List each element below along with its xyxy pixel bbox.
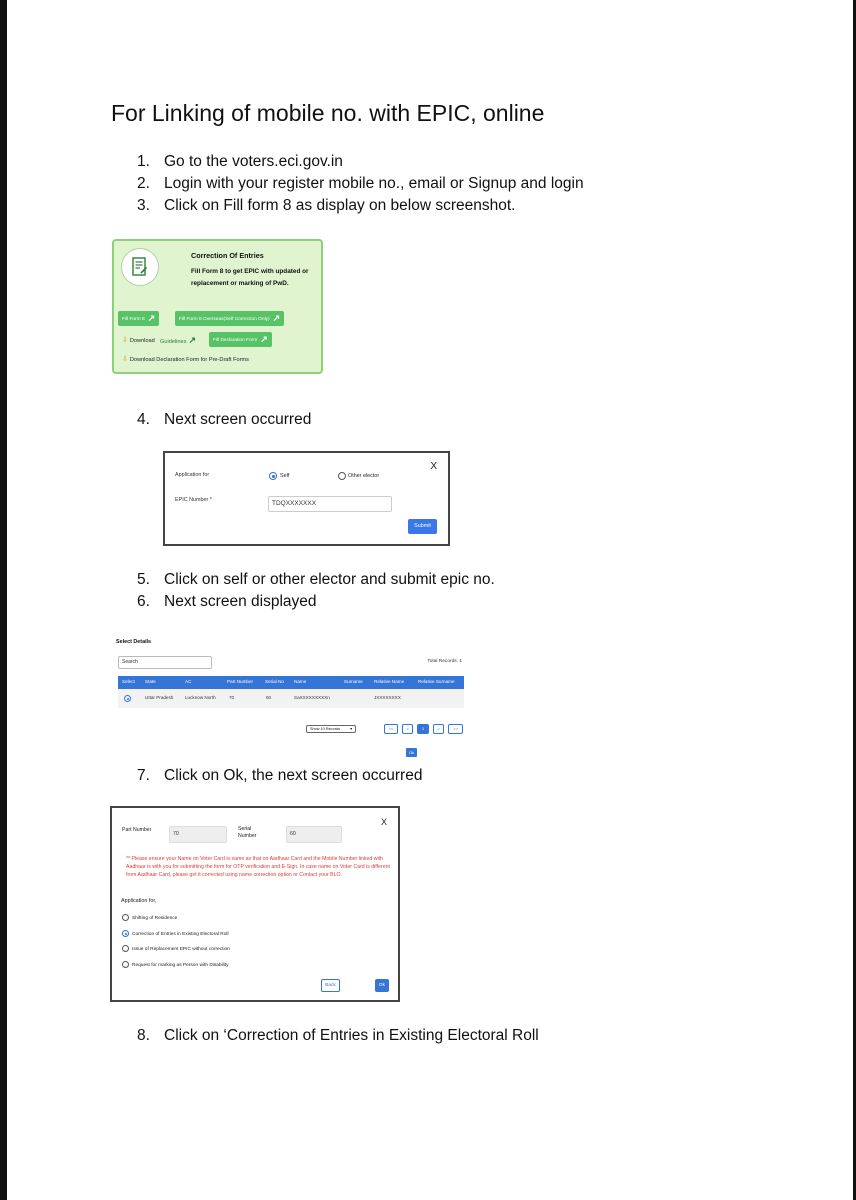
search-input[interactable]: Search: [118, 656, 212, 669]
part-number-label: Part Number: [122, 827, 152, 833]
step-number: 7.: [137, 767, 150, 784]
radio-icon: [122, 945, 129, 952]
option-person-with-disability[interactable]: [122, 961, 229, 968]
radio-icon: [122, 914, 129, 921]
select-details-screen: [116, 636, 468, 761]
arrow-up-right-icon: ↗: [260, 334, 268, 344]
page-size-select[interactable]: [306, 725, 356, 733]
download-link[interactable]: [122, 336, 155, 344]
step-text: Click on ‘Correction of Entries in Existing Electoral Roll: [164, 1027, 539, 1044]
download-icon: ⇩: [122, 337, 128, 344]
step-text: Go to the voters.eci.gov.in: [164, 153, 343, 170]
self-label: Self: [280, 473, 290, 479]
radio-icon: [122, 961, 129, 968]
col-relative-surname: Relative Surname: [418, 679, 455, 684]
step-6: [137, 593, 317, 611]
step-2: [137, 175, 584, 193]
col-state: State: [145, 679, 156, 684]
card-description: Fill Form 8 to get EPIC with updated or replacement or marking of PwD.: [191, 268, 309, 287]
chevron-down-icon: ▾: [350, 727, 352, 731]
step-4: [137, 411, 311, 429]
option-label: Issue of Replacement EPIC without correction: [132, 946, 230, 952]
left-edge-bar: [0, 0, 7, 1200]
step-number: 6.: [137, 593, 150, 610]
application-for-heading: Application for,: [121, 898, 157, 904]
col-select: Select: [122, 679, 135, 684]
step-3: [137, 197, 515, 215]
fill-form-8-overseas-button[interactable]: [175, 311, 284, 326]
step-text: Click on Ok, the next screen occurred: [164, 767, 423, 784]
option-label: Shifting of Residence: [132, 915, 178, 921]
self-radio[interactable]: [269, 472, 277, 480]
records-table: [118, 676, 464, 708]
cell-name: SaXXXXXXXXXn: [294, 695, 330, 700]
download-predraft-link[interactable]: [122, 355, 249, 363]
page-1-button[interactable]: 1: [417, 724, 429, 734]
close-icon[interactable]: X: [430, 461, 437, 472]
download-icon: ⇩: [122, 356, 128, 363]
total-records: Total Records: 1: [427, 659, 462, 664]
card-heading: Correction Of Entries: [191, 251, 264, 260]
row-select-radio[interactable]: [124, 695, 131, 702]
part-number-field[interactable]: 70: [169, 826, 227, 843]
ok-button[interactable]: Ok: [406, 748, 417, 757]
declaration-label: Fill Declaration Form: [213, 337, 258, 343]
other-elector-radio[interactable]: [338, 472, 346, 480]
epic-number-input[interactable]: TDQXXXXXXX: [268, 496, 392, 512]
option-shifting-of-residence[interactable]: [122, 914, 177, 921]
cell-serial: 60: [266, 695, 272, 700]
table-header: [118, 676, 464, 689]
overseas-label: Fill Form 8 Overseas(Self Correction Only): [179, 316, 270, 322]
arrow-up-right-icon: ↗: [272, 313, 281, 323]
step-8: [137, 1027, 539, 1045]
option-label: Correction of Entries in Existing Electoral Roll: [132, 931, 229, 937]
serial-number-label: Serial Number: [238, 826, 257, 839]
aadhaar-warning-text: ** Please ensure your Name on Voter Card is same as that on Aadhaar Card and the Mobile Number linked with Aadhaar is with you for submitting the form for OTP verification and E-Sign. In case name on Voter Card is different from Aadhaar Card, please get it corrected using name correction option or Contact your BLO.: [126, 856, 390, 878]
step-number: 4.: [137, 411, 150, 428]
ok-button[interactable]: Ok: [375, 979, 389, 992]
col-name: Name: [294, 679, 307, 684]
step-text: Click on Fill form 8 as display on below screenshot.: [164, 197, 516, 214]
guidelines-label: Guidelines: [160, 339, 187, 345]
col-relative-name: Relative Name: [374, 679, 405, 684]
correction-of-entries-card: [112, 239, 323, 374]
step-number: 3.: [137, 197, 150, 214]
fill-form-8-button[interactable]: [118, 311, 159, 326]
col-ac: AC: [185, 679, 192, 684]
step-text: Next screen displayed: [164, 593, 317, 610]
last-page-button[interactable]: >>: [448, 724, 463, 734]
other-elector-label: Other elector: [348, 473, 380, 479]
document-edit-icon: [121, 248, 159, 286]
guidelines-link[interactable]: [160, 335, 196, 346]
cell-ac: Lucknow North: [185, 695, 216, 700]
application-type-dialog: [110, 806, 400, 1002]
next-page-button[interactable]: >: [433, 724, 444, 734]
first-page-button[interactable]: <<: [384, 724, 398, 734]
application-for-label: Application for: [175, 472, 210, 478]
document-title: For Linking of mobile no. with EPIC, online: [111, 100, 545, 126]
col-serial-no: Serial No: [265, 679, 284, 684]
step-number: 8.: [137, 1027, 150, 1044]
step-1: [137, 153, 343, 171]
back-button[interactable]: Back: [321, 979, 340, 992]
prev-page-button[interactable]: <: [402, 724, 413, 734]
download-label: Download: [129, 338, 155, 344]
page-size-label: Show 10 Records: [310, 727, 340, 731]
radio-selected-icon: [122, 930, 129, 937]
cell-part: 70: [229, 695, 235, 700]
select-details-title: Select Details: [116, 639, 152, 645]
step-5: [137, 571, 495, 589]
step-text: Next screen occurred: [164, 411, 312, 428]
step-text: Login with your register mobile no., email or Signup and login: [164, 175, 584, 192]
col-surname: Surname: [344, 679, 363, 684]
option-label: Request for marking as Person with Disability: [132, 962, 229, 968]
cell-relative-name: JXXXXXXXX: [374, 695, 401, 700]
arrow-up-right-icon: ↗: [147, 313, 156, 323]
fill-form-8-label: Fill Form 8: [122, 316, 145, 322]
option-correction-of-entries[interactable]: [122, 930, 229, 937]
option-replacement-epic[interactable]: [122, 945, 230, 952]
table-row[interactable]: [118, 689, 464, 708]
col-part-number: Part Number: [227, 679, 254, 684]
arrow-up-right-icon: ↗: [188, 335, 196, 345]
step-7: [137, 767, 422, 785]
submit-button[interactable]: Submit: [408, 519, 437, 534]
close-icon[interactable]: X: [380, 817, 387, 827]
serial-number-field[interactable]: 60: [286, 826, 342, 843]
predraft-label: Download Declaration Form for Pre-Draft Forms: [129, 357, 249, 363]
application-for-dialog: [163, 451, 450, 546]
step-text: Click on self or other elector and submit epic no.: [164, 571, 495, 588]
epic-number-label: EPIC Number *: [175, 497, 212, 503]
step-number: 2.: [137, 175, 150, 192]
fill-declaration-form-button[interactable]: [209, 332, 272, 347]
cell-state: Uttar Pradesh: [145, 695, 174, 700]
step-number: 1.: [137, 153, 150, 170]
step-number: 5.: [137, 571, 150, 588]
